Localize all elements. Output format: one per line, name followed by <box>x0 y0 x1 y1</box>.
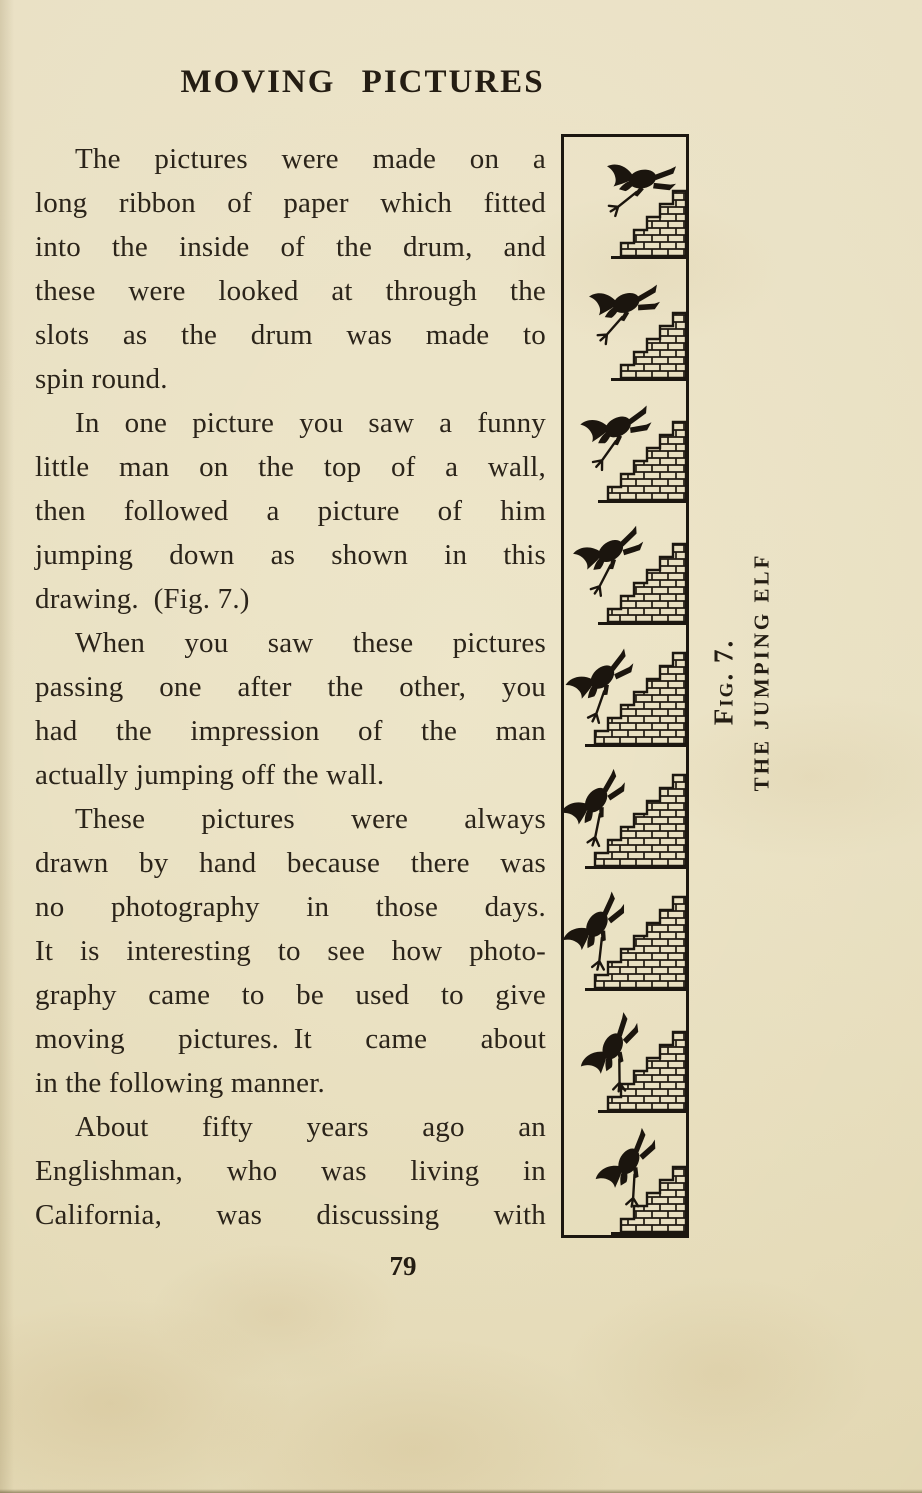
body-text-line: California, was discussing with <box>35 1199 546 1231</box>
body-text-line: no photography in those days. <box>35 891 546 923</box>
body-text-line: When you saw these pictures <box>75 627 546 659</box>
filmstrip-frame <box>564 381 686 503</box>
body-text-line: jumping down as shown in this <box>35 539 546 571</box>
body-text-line: spin round. <box>35 363 168 395</box>
body-text-line: had the impression of the man <box>35 715 546 747</box>
filmstrip-frame <box>564 625 686 747</box>
body-text-line: little man on the top of a wall, <box>35 451 546 483</box>
elf-silhouette-icon <box>589 283 666 346</box>
body-text-line: moving pictures. It came about <box>35 1023 546 1055</box>
brick-wall <box>608 544 686 622</box>
body-text-line: these were looked at through the <box>35 275 546 307</box>
body-text-line: actually jumping off the wall. <box>35 759 385 791</box>
body-text-line: These pictures were always <box>75 803 546 835</box>
body-text-line: About fifty years ago an <box>75 1111 546 1143</box>
body-text-line: drawing. (Fig. 7.) <box>35 583 250 615</box>
filmstrip-frame <box>564 869 686 991</box>
filmstrip-frame <box>564 1113 686 1235</box>
figure-caption-title: THE JUMPING ELF <box>749 552 774 792</box>
body-text-line: in the following manner. <box>35 1067 325 1099</box>
body-text-line: In one picture you saw a funny <box>75 407 546 439</box>
filmstrip-frame <box>564 747 686 869</box>
body-text-line: then followed a picture of him <box>35 495 546 527</box>
body-text-line: Englishman, who was living in <box>35 1155 546 1187</box>
body-text-line: long ribbon of paper which fitted <box>35 187 546 219</box>
filmstrip-frame <box>564 503 686 625</box>
page-heading: MOVING PICTURES <box>180 64 545 100</box>
text-column <box>35 137 546 1237</box>
filmstrip <box>561 134 689 1238</box>
body-text-line: drawn by hand because there was <box>35 847 546 879</box>
body-text-line: passing one after the other, you <box>35 671 546 703</box>
body-text-line: into the inside of the drum, and <box>35 231 546 263</box>
body-text-line: graphy came to be used to give <box>35 979 546 1011</box>
figure-caption-number: Fig. 7. <box>708 638 739 726</box>
body-text-line: The pictures were made on a <box>75 143 546 175</box>
filmstrip-frame <box>564 259 686 381</box>
body-text-line: slots as the drum was made to <box>35 319 546 351</box>
page-number: 79 <box>389 1251 417 1281</box>
filmstrip-frame <box>564 137 686 259</box>
filmstrip-frame <box>564 991 686 1113</box>
brick-wall <box>621 313 686 378</box>
body-text-line: It is interesting to see how photo- <box>35 935 546 967</box>
brick-wall <box>621 191 686 256</box>
